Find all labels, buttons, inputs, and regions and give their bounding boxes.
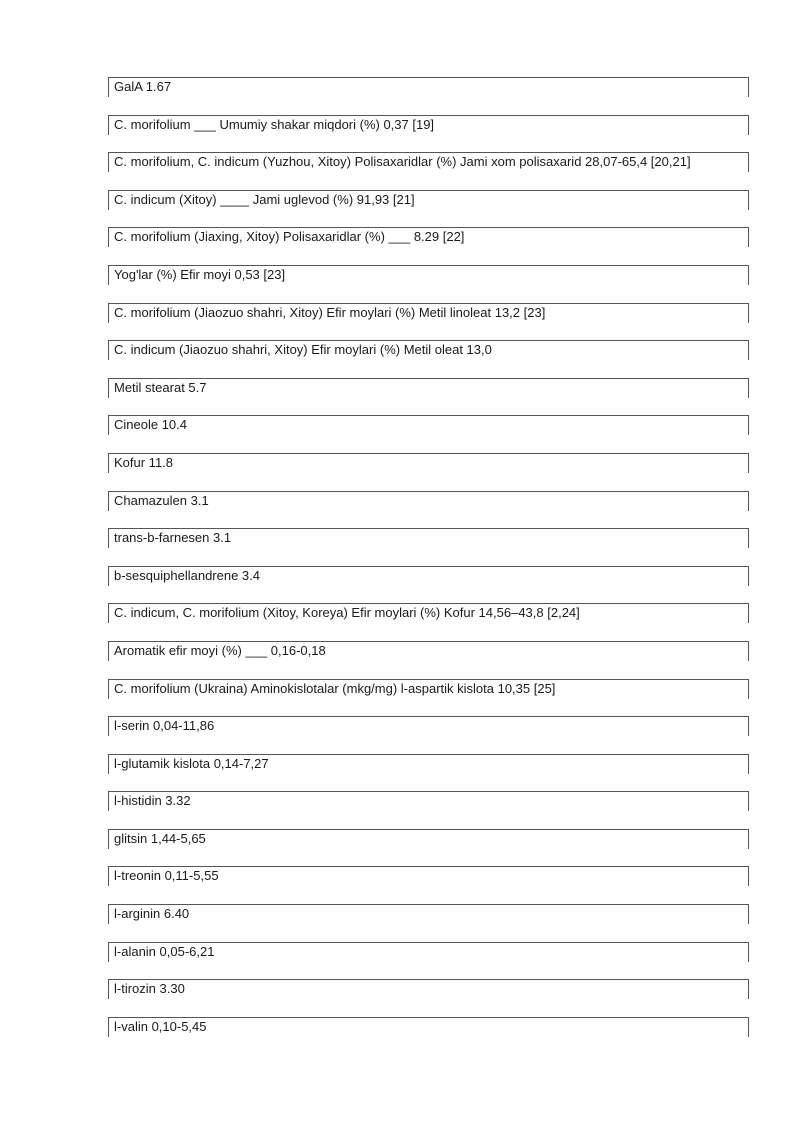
row-text: l-histidin 3.32: [114, 793, 191, 809]
row-text: l-valin 0,10-5,45: [114, 1018, 207, 1034]
table: [108, 77, 749, 1054]
table-row: [108, 979, 749, 1017]
row-text: Kofur 11.8: [114, 454, 174, 470]
row-text: b-sesquiphellandrene 3.4: [114, 567, 260, 583]
table-row: [108, 866, 749, 904]
row-text: trans-b-farnesen 3.1: [114, 530, 232, 546]
row-text: glitsin 1,44-5,65: [114, 830, 206, 846]
row-text: C. indicum (Jiaozuo shahri, Xitoy) Efir moylari (%) Metil oleat 13,0: [114, 342, 492, 358]
row-text: Cineole 10.4: [114, 417, 187, 433]
table-row: [108, 190, 749, 228]
row-text: C. morifolium ___ Umumiy shakar miqdori (%) 0,37 [19]: [114, 116, 435, 132]
table-row: [108, 491, 749, 529]
table-row: [108, 303, 749, 341]
table-row: [108, 77, 749, 115]
row-text: C. indicum, C. morifolium (Xitoy, Koreya) Efir moylari (%) Kofur 14,56–43,8 [2,24]: [114, 605, 580, 621]
row-text: C. morifolium (Jiaozuo shahri, Xitoy) Efir moylari (%) Metil linoleat 13,2 [23]: [114, 304, 546, 320]
row-text: Chamazulen 3.1: [114, 492, 209, 508]
table-row: [108, 1017, 749, 1055]
row-text: C. morifolium (Jiaxing, Xitoy) Polisaxaridlar (%) ___ 8.29 [22]: [114, 229, 465, 245]
row-text: Metil stearat 5.7: [114, 379, 207, 395]
table-row: [108, 378, 749, 416]
table-row: [108, 641, 749, 679]
row-text: l-treonin 0,11-5,55: [114, 868, 219, 884]
table-row: [108, 904, 749, 942]
table-row: [108, 716, 749, 754]
table-row: [108, 453, 749, 491]
table-row: [108, 566, 749, 604]
table-row: [108, 603, 749, 641]
table-row: [108, 415, 749, 453]
row-text: l-glutamik kislota 0,14-7,27: [114, 755, 269, 771]
table-row: [108, 528, 749, 566]
table-row: [108, 227, 749, 265]
table-row: [108, 754, 749, 792]
row-text: l-arginin 6.40: [114, 906, 190, 922]
row-text: C. indicum (Xitoy) ____ Jami uglevod (%) 91,93 [21]: [114, 191, 415, 207]
table-row: [108, 152, 749, 190]
row-text: GalA 1.67: [114, 79, 172, 94]
table-row: [108, 340, 749, 378]
row-text: C. morifolium, C. indicum (Yuzhou, Xitoy) Polisaxaridlar (%) Jami xom polisaxarid 28,07-65,4 [20,21]: [114, 154, 691, 170]
table-row: [108, 942, 749, 980]
table-row: [108, 679, 749, 717]
row-text: l-serin 0,04-11,86: [114, 718, 215, 734]
row-text: Yog'lar (%) Efir moyi 0,53 [23]: [114, 266, 286, 282]
row-text: C. morifolium (Ukraina) Aminokislotalar (mkg/mg) l-aspartik kislota 10,35 [25]: [114, 680, 556, 696]
table-row: [108, 265, 749, 303]
row-text: l-tirozin 3.30: [114, 981, 185, 997]
table-row: [108, 115, 749, 153]
table-row: [108, 791, 749, 829]
row-text: l-alanin 0,05-6,21: [114, 943, 215, 959]
table-row: [108, 829, 749, 867]
row-text: Aromatik efir moyi (%) ___ 0,16-0,18: [114, 642, 326, 658]
